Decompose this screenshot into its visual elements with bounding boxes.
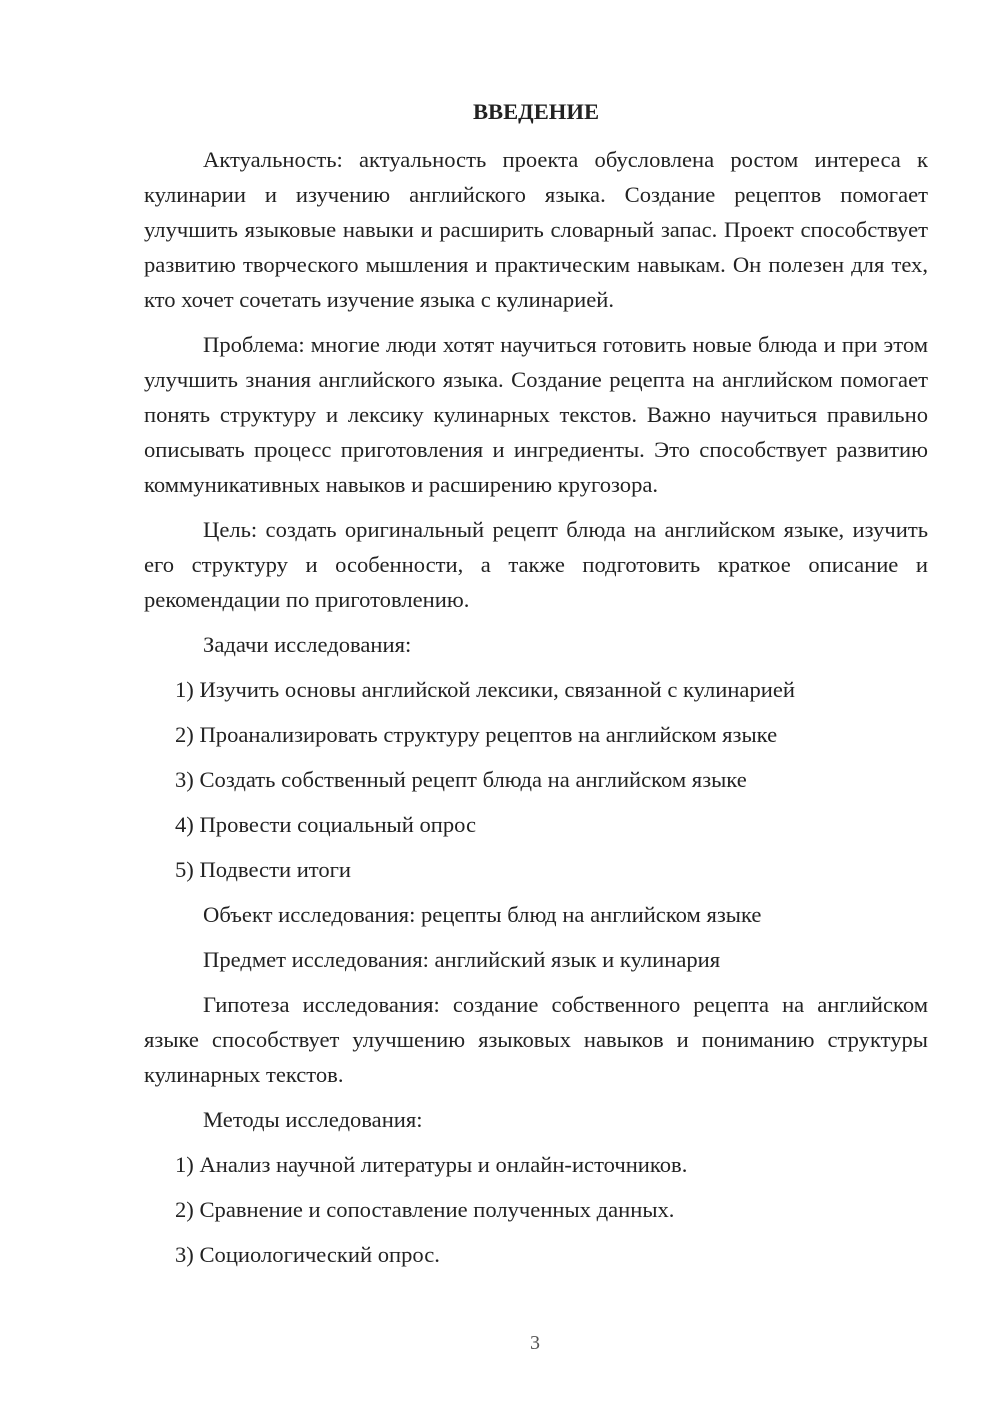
document-page: [144, 94, 928, 1282]
tasks-heading: Задачи исследования:: [203, 632, 412, 657]
list-item: 1) Анализ научной литературы и онлайн-источников.: [175, 1152, 688, 1177]
methods-heading: Методы исследования:: [203, 1107, 423, 1132]
section-title: ВВЕДЕНИЕ: [472, 99, 600, 124]
list-item: 2) Сравнение и сопоставление полученных данных.: [175, 1197, 675, 1222]
list-item: 4) Провести социальный опрос: [175, 812, 477, 837]
subject-line: Предмет исследования: английский язык и кулинария: [203, 947, 721, 972]
problem-paragraph: Проблема: многие люди хотят научиться готовить новые блюда и при этом улучшить знания английского языка. Создание рецепта на английском помогает понять структуру и лексику кулинарных текстов. Важно научиться правильно описывать процесс приготовления и ингредиенты. Это способствует развитию коммуникативных навыков и расширению кругозора.: [144, 332, 928, 497]
object-line: Объект исследования: рецепты блюд на английском языке: [203, 902, 762, 927]
relevance-paragraph: Актуальность: актуальность проекта обусловлена ростом интереса к кулинарии и изучению английского языка. Создание рецептов помогает улучшить языковые навыки и расширить словарный запас. Проект способствует развитию творческого мышления и практическим навыкам. Он полезен для тех, кто хочет сочетать изучение языка с кулинарией.: [144, 147, 928, 312]
goal-paragraph: Цель: создать оригинальный рецепт блюда на английском языке, изучить его структуру и особенности, а также подготовить краткое описание и рекомендации по приготовлению.: [144, 517, 928, 612]
page-number: 3: [530, 1332, 540, 1354]
list-item: 5) Подвести итоги: [175, 857, 352, 882]
list-item: 3) Создать собственный рецепт блюда на английском языке: [175, 767, 747, 792]
list-item: 3) Социологический опрос.: [175, 1242, 440, 1267]
list-item: 2) Проанализировать структуру рецептов на английском языке: [175, 722, 778, 747]
list-item: 1) Изучить основы английской лексики, связанной с кулинарией: [175, 677, 795, 702]
hypothesis-paragraph: Гипотеза исследования: создание собственного рецепта на английском языке способствует улучшению языковых навыков и пониманию структуры кулинарных текстов.: [144, 992, 928, 1087]
tasks-list: [144, 672, 928, 887]
methods-list: [144, 1147, 928, 1272]
